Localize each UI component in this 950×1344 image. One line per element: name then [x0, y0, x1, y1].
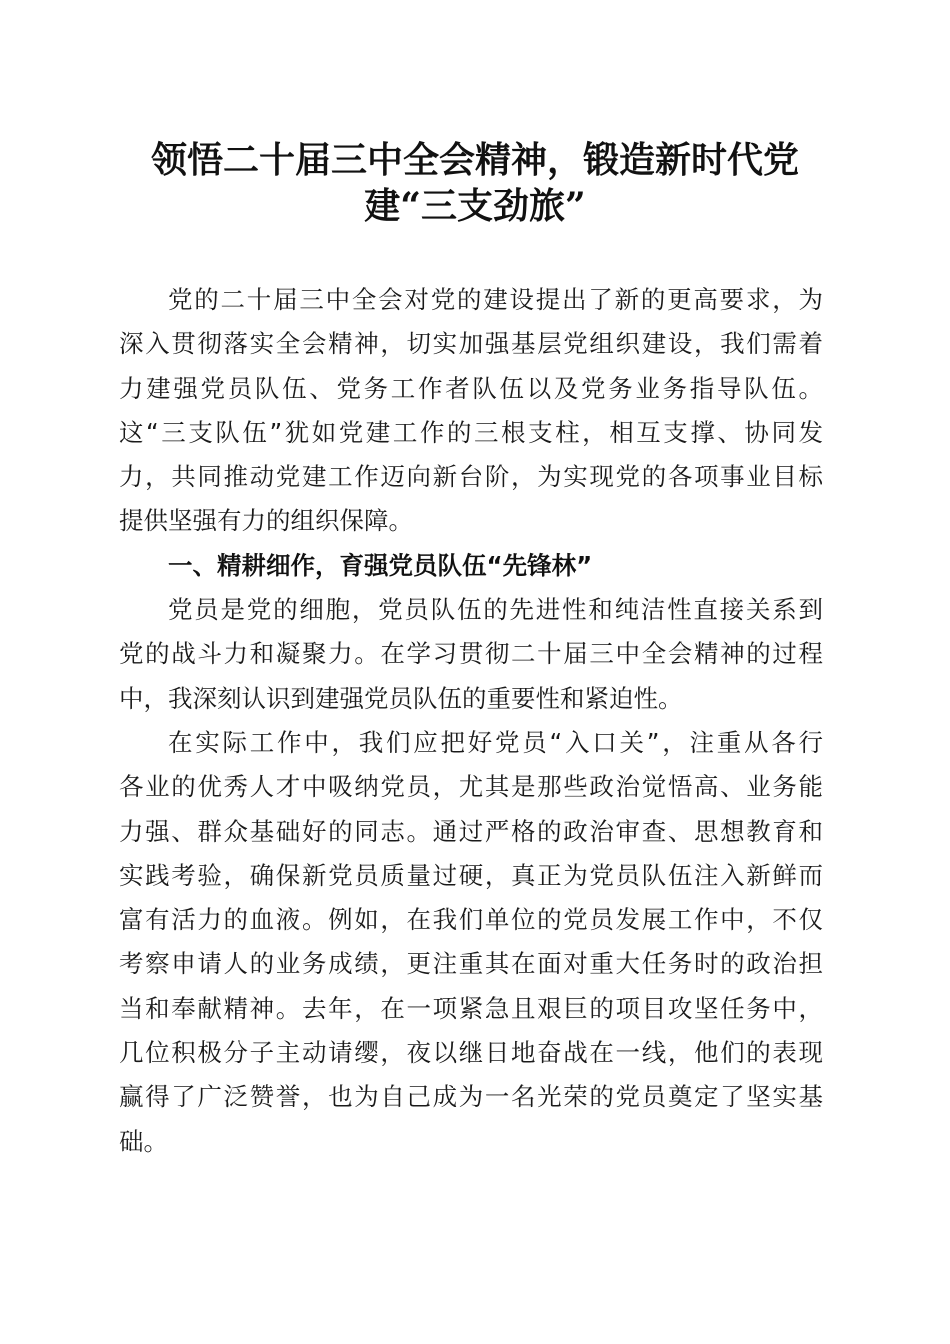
- paragraph-line: 党的二十届三中全会对党的建设提出了新的更高要求，为: [168, 285, 823, 314]
- paragraph-line: 在实际工作中，我们应把好党员“入口关”，注重从各行: [168, 727, 823, 757]
- paragraph-line: 赢得了广泛赞誉，也为自己成为一名光荣的党员奠定了坚实基: [119, 1082, 823, 1112]
- paragraph-line: 实践考验，确保新党员质量过硬，真正为党员队伍注入新鲜而: [119, 860, 823, 890]
- paragraph-line: 这“三支队伍”犹如党建工作的三根支柱，相互支撑、协同发: [119, 417, 823, 447]
- paragraph-party-members: [119, 588, 823, 721]
- paragraph-line: 各业的优秀人才中吸纳党员，尤其是那些政治觉悟高、业务能: [119, 772, 823, 802]
- paragraph-line: 考察申请人的业务成绩，更注重其在面对重大任务时的政治担: [119, 949, 823, 979]
- paragraph-line: 础。: [119, 1126, 168, 1156]
- paragraph-line: 中，我深刻认识到建强党员队伍的重要性和紧迫性。: [119, 683, 683, 713]
- paragraph-line: 力建强党员队伍、党务工作者队伍以及党务业务指导队伍。: [119, 373, 823, 403]
- paragraph-line: 党员是党的细胞，党员队伍的先进性和纯洁性直接关系到: [168, 595, 823, 625]
- paragraph-line: 几位积极分子主动请缨，夜以继日地奋战在一线，他们的表现: [119, 1038, 823, 1068]
- paragraph-line: 党的战斗力和凝聚力。在学习贯彻二十届三中全会精神的过程: [119, 639, 823, 669]
- paragraph-practice: [119, 721, 823, 1164]
- title-line-1: 领悟二十届三中全会精神，锻造新时代党: [150, 139, 799, 181]
- document-title: [125, 137, 825, 229]
- paragraph-line: 力强、群众基础好的同志。通过严格的政治审查、思想教育和: [119, 816, 823, 846]
- title-line-2: 建“三支劲旅”: [364, 185, 586, 227]
- paragraph-line: 提供坚强有力的组织保障。: [119, 506, 413, 536]
- paragraph-line: 力，共同推动党建工作迈向新台阶，为实现党的各项事业目标: [119, 462, 823, 492]
- document-body: [119, 278, 823, 1164]
- section-heading: 一、精耕细作，育强党员队伍“先锋林”: [168, 550, 593, 580]
- paragraph-line: 富有活力的血液。例如，在我们单位的党员发展工作中，不仅: [119, 905, 823, 935]
- paragraph-line: 当和奉献精神。去年，在一项紧急且艰巨的项目攻坚任务中，: [119, 993, 823, 1023]
- paragraph-line: 深入贯彻落实全会精神，切实加强基层党组织建设，我们需着: [119, 329, 823, 359]
- paragraph-intro: [119, 278, 823, 544]
